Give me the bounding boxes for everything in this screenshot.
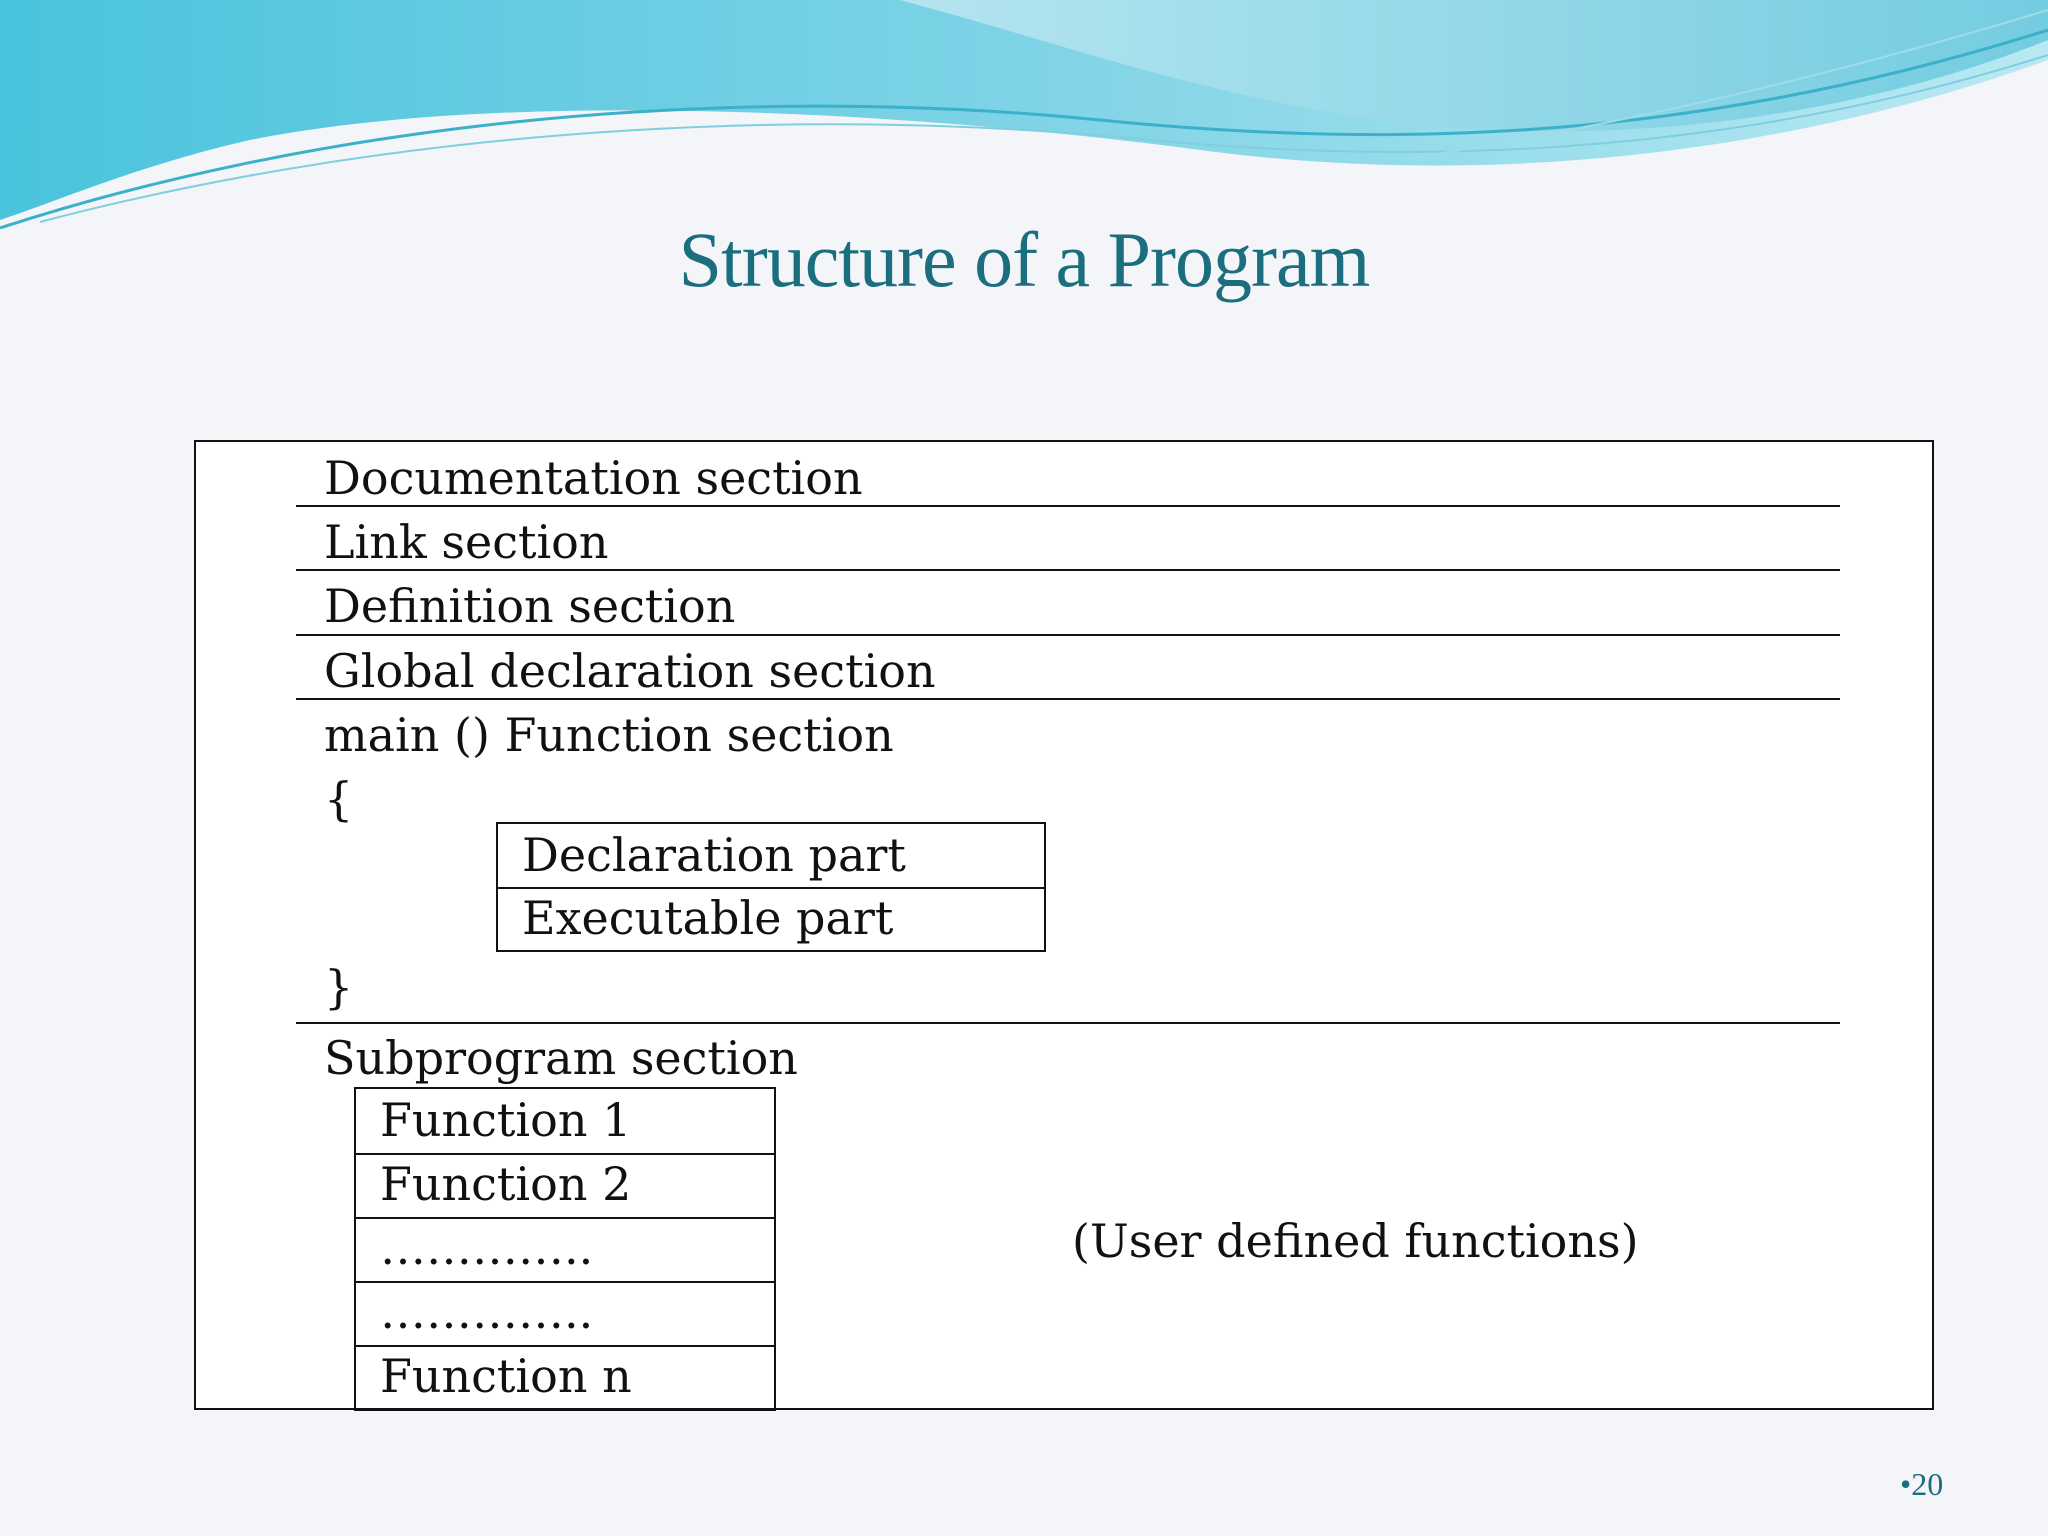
section-divider [296, 698, 1840, 700]
user-defined-functions-note: (User defined functions) [1072, 1214, 1639, 1268]
declaration-part-label: Declaration part [522, 828, 906, 882]
subprogram-section-label: Subprogram section [324, 1031, 798, 1085]
documentation-section-label: Documentation section [324, 451, 863, 505]
ellipsis-row-label: ………….. [380, 1221, 594, 1275]
global-declaration-section-label: Global declaration section [324, 644, 936, 698]
page-number: •20 [1900, 1466, 1944, 1502]
executable-part-label: Executable part [522, 891, 894, 945]
function-2-label: Function 2 [380, 1157, 632, 1211]
header-wave-decoration [0, 0, 2048, 240]
function-row [356, 1153, 774, 1217]
function-1-label: Function 1 [380, 1093, 632, 1147]
definition-section-label: Definition section [324, 579, 736, 633]
link-section-label: Link section [324, 515, 609, 569]
section-divider [296, 1022, 1840, 1024]
section-divider [296, 634, 1840, 636]
declaration-part-row [498, 824, 1044, 887]
open-brace: { [324, 772, 354, 826]
function-row [356, 1281, 774, 1345]
section-divider [296, 569, 1840, 571]
function-row [356, 1217, 774, 1281]
main-function-parts-box [496, 822, 1046, 952]
slide-title: Structure of a Program [678, 216, 1370, 303]
function-row [356, 1345, 774, 1409]
section-divider [296, 505, 1840, 507]
main-function-section-label: main () Function section [324, 708, 894, 762]
function-row [356, 1089, 774, 1153]
executable-part-row [498, 887, 1044, 950]
program-structure-diagram [194, 440, 1934, 1410]
close-brace: } [324, 960, 354, 1014]
user-functions-box [354, 1087, 776, 1411]
ellipsis-row-label: ………….. [380, 1285, 594, 1339]
function-n-label: Function n [380, 1349, 632, 1403]
